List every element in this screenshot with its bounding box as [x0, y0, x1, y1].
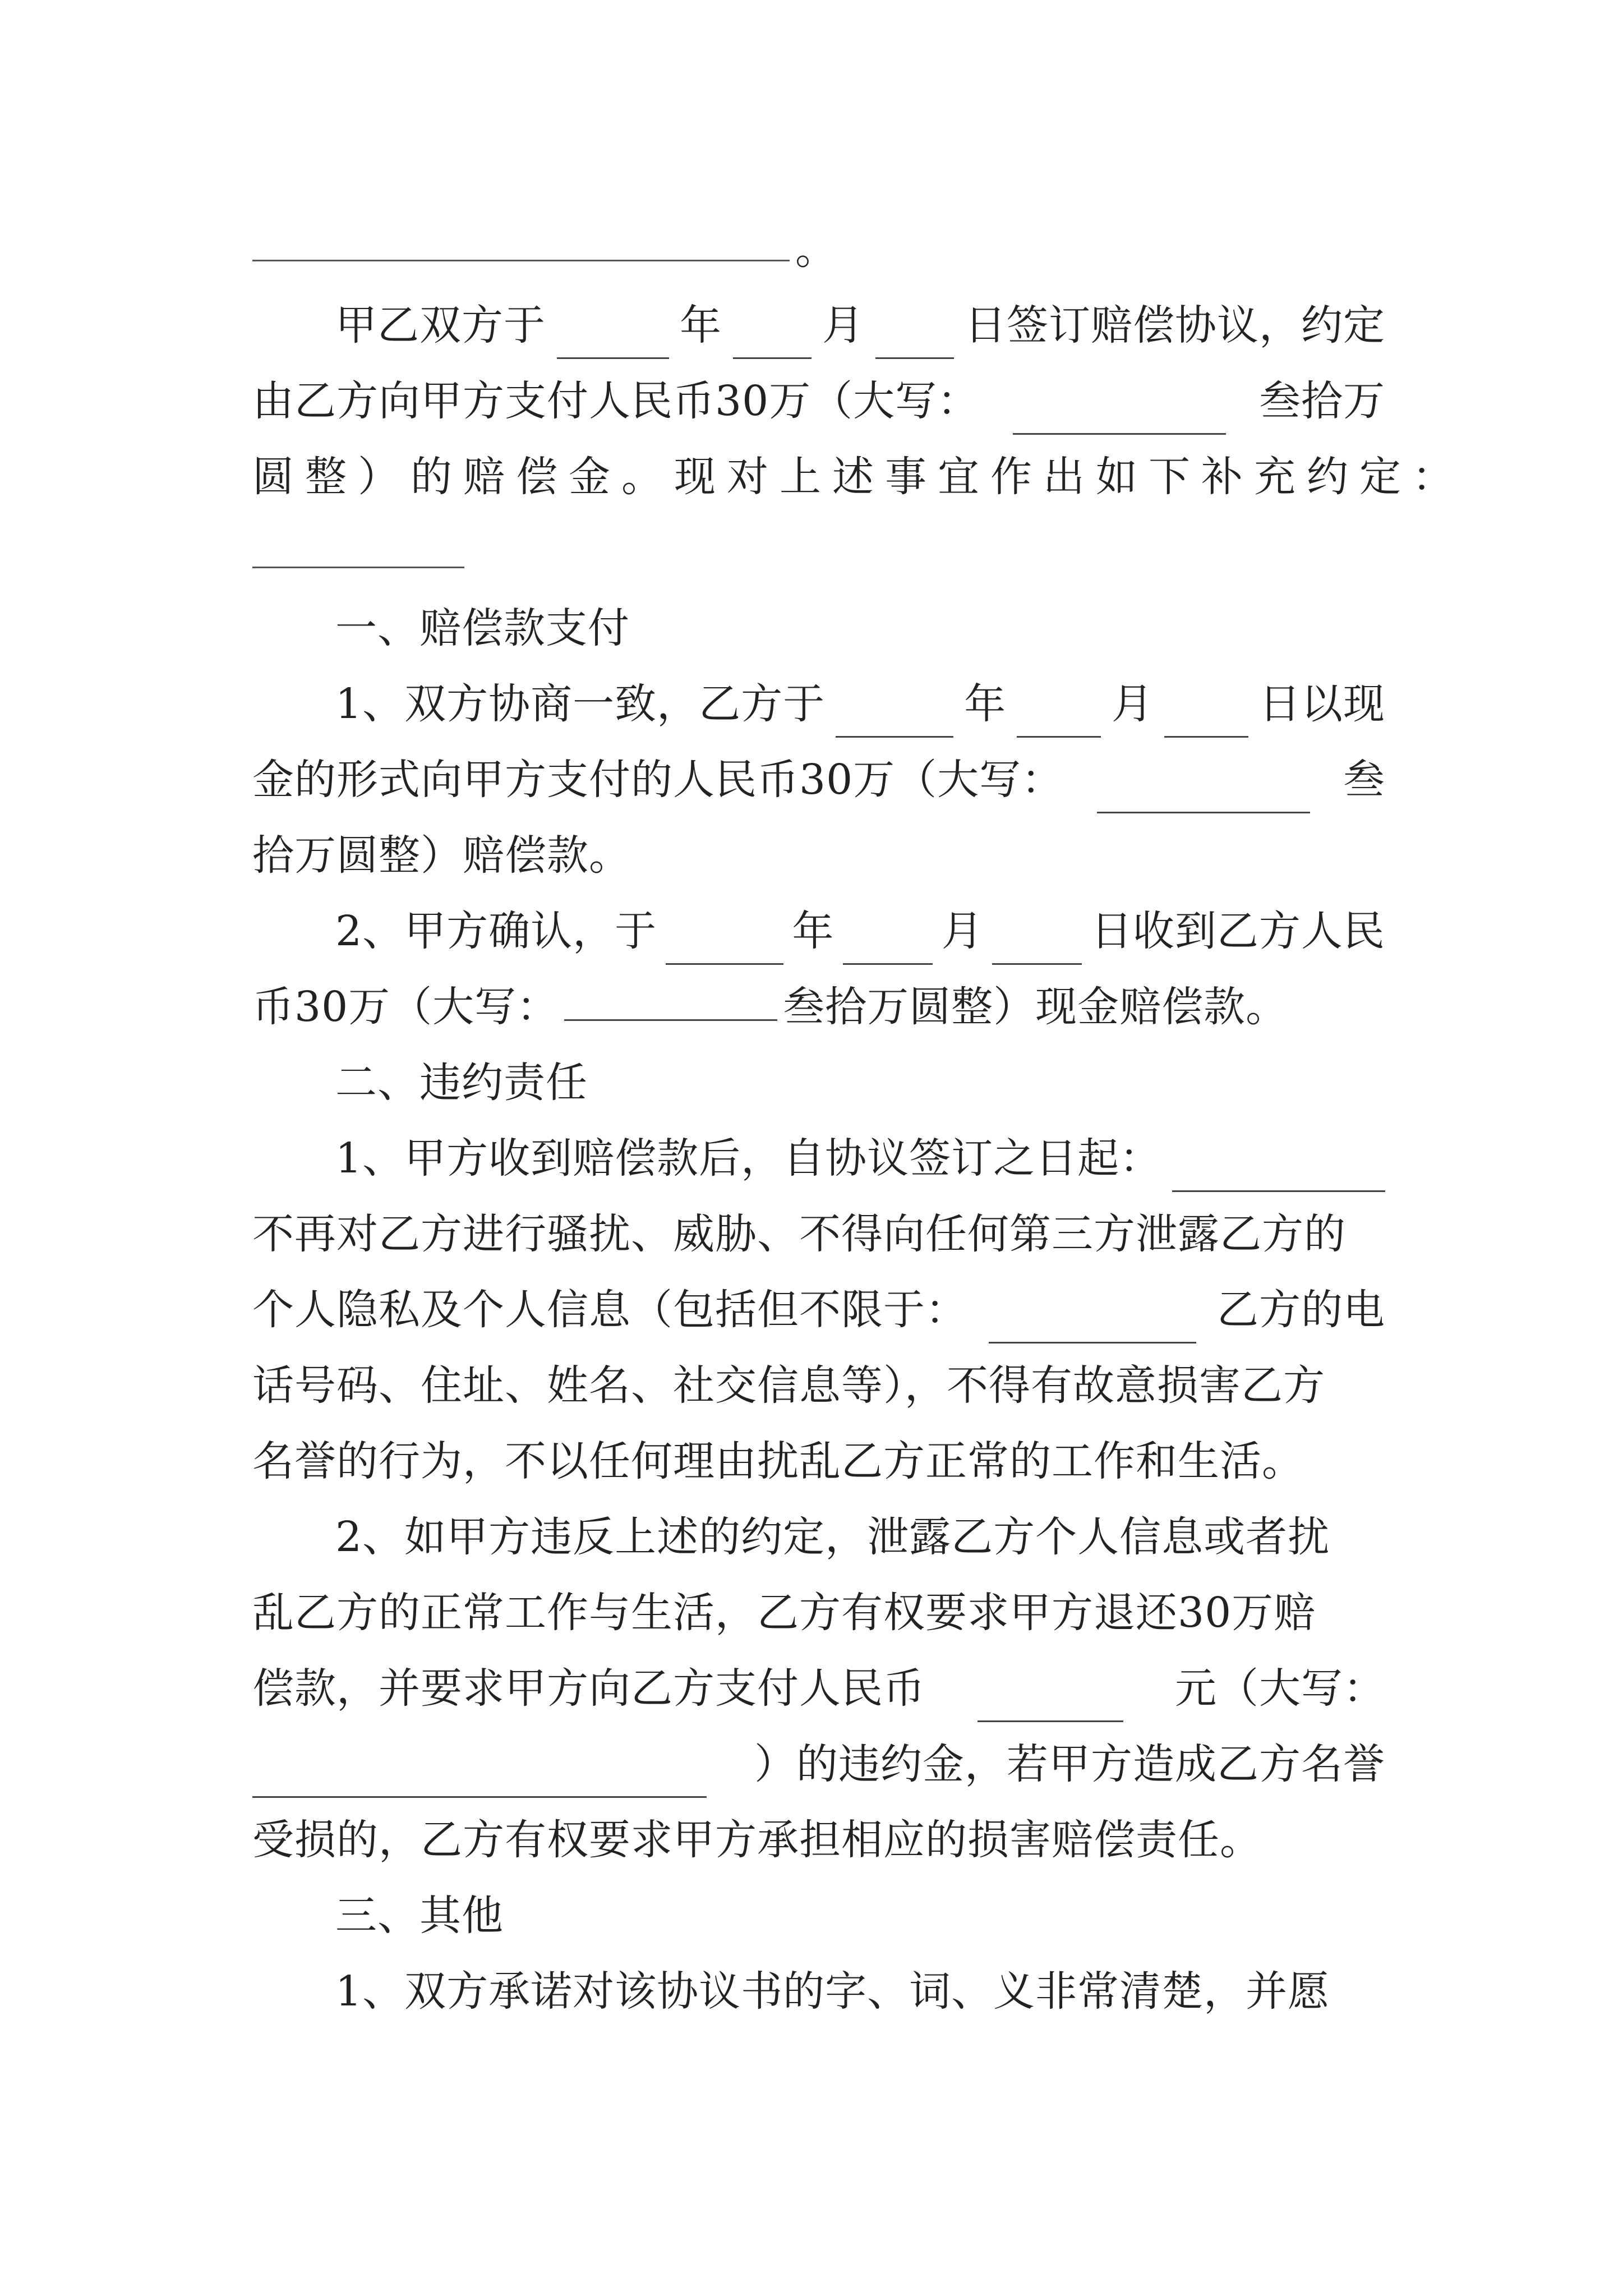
- text-run: 话号码、住址、姓名、社交信息等），不得有故意损害乙方: [252, 1361, 1325, 1410]
- paragraph-line: [335, 898, 1385, 965]
- text-run: 月: [941, 907, 984, 955]
- text-run: 2、如甲方违反上述的约定，泄露乙方个人信息或者扰: [335, 1513, 1330, 1561]
- blank-field: [843, 923, 933, 965]
- blank-field: [1017, 696, 1101, 738]
- paragraph-line: [252, 443, 1465, 510]
- paragraph-line: [252, 746, 1385, 813]
- period: 。: [795, 226, 837, 274]
- blank-field: [1172, 1150, 1385, 1192]
- heading-text: 二、违约责任: [335, 1059, 588, 1107]
- blank-field: [252, 1756, 707, 1798]
- blank-field: [733, 317, 811, 359]
- section-heading: [335, 1882, 1385, 1949]
- paragraph-line: [335, 292, 1385, 359]
- paragraph-line: [252, 1655, 1385, 1722]
- paragraph-line: [335, 670, 1385, 738]
- paragraph-line: [335, 1958, 1385, 2025]
- paragraph-line: [252, 1428, 1385, 1495]
- paragraph-line: [335, 1125, 1385, 1192]
- paragraph-line: [252, 1276, 1385, 1343]
- heading-text: 三、其他: [335, 1892, 504, 1940]
- text-run: 年: [792, 907, 834, 955]
- text-run: 月: [1112, 680, 1154, 728]
- text-run: 年: [964, 680, 1007, 728]
- blank-field: [989, 1301, 1196, 1343]
- paragraph-line: [252, 1731, 1385, 1798]
- text-run: 金的形式向甲方支付的人民币30万（大写：: [252, 756, 1064, 804]
- blank-field: [992, 923, 1082, 965]
- blank-field: [557, 317, 669, 359]
- blank-field: [1164, 696, 1248, 738]
- blank-line: [252, 567, 464, 568]
- blank-field: [875, 317, 954, 359]
- text-run: 2、甲方确认，于: [335, 907, 657, 955]
- blank-line: [252, 260, 790, 261]
- text-run: 圆整）的赔偿金。现对上述事宜作出如下补充约定：: [252, 453, 1465, 501]
- text-run: 拾万圆整）赔偿款。: [252, 831, 631, 880]
- text-run: 个人隐私及个人信息（包括但不限于：: [252, 1286, 967, 1334]
- blank-field: [564, 979, 777, 1021]
- text-run: 乙方的电: [1217, 1286, 1385, 1334]
- text-run: 由乙方向甲方支付人民币30万（大写：: [252, 377, 980, 425]
- text-run: 名誉的行为，不以任何理由扰乱乙方正常的工作和生活。: [252, 1437, 1304, 1485]
- text-run: 1、双方协商一致，乙方于: [335, 680, 826, 728]
- blank-field: [1097, 771, 1310, 813]
- paragraph-line: [252, 1352, 1385, 1419]
- text-run: 甲乙双方于: [335, 301, 546, 349]
- blank-field: [978, 1680, 1123, 1722]
- paragraph-line: [252, 1579, 1385, 1646]
- text-run: 月: [822, 301, 864, 349]
- paragraph-line: [252, 1806, 1385, 1874]
- paragraph-line: [335, 1503, 1385, 1571]
- blank-field: [666, 923, 783, 965]
- text-run: 元（大写：: [1175, 1664, 1385, 1713]
- text-run: ）的违约金，若甲方造成乙方名誉: [754, 1740, 1385, 1788]
- text-run: 叁拾万圆整）现金赔偿款。: [783, 983, 1288, 1031]
- text-run: 叁: [1343, 756, 1385, 804]
- heading-text: 一、赔偿款支付: [335, 604, 630, 652]
- paragraph-line: [252, 973, 1385, 1041]
- text-run: 不再对乙方进行骚扰、威胁、不得向任何第三方泄露乙方的: [252, 1210, 1346, 1258]
- text-run: 乱乙方的正常工作与生活，乙方有权要求甲方退还30万赔: [252, 1589, 1316, 1637]
- text-run: 1、甲方收到赔偿款后，自协议签订之日起：: [335, 1134, 1162, 1182]
- paragraph-line: [252, 367, 1385, 435]
- text-run: 1、双方承诺对该协议书的字、词、义非常清楚，并愿: [335, 1967, 1330, 2016]
- section-heading: [335, 595, 1385, 662]
- text-run: 币30万（大写：: [252, 983, 559, 1031]
- paragraph-line: [252, 1200, 1385, 1268]
- text-run: 年: [680, 301, 722, 349]
- text-run: 受损的，乙方有权要求甲方承担相应的损害赔偿责任。: [252, 1816, 1262, 1864]
- text-run: 偿款，并要求甲方向乙方支付人民币: [252, 1664, 925, 1713]
- text-run: 日签订赔偿协议，约定: [965, 301, 1385, 349]
- text-run: 叁拾万: [1258, 377, 1385, 425]
- blank-field: [1013, 393, 1226, 435]
- text-run: 日以现: [1259, 680, 1385, 728]
- paragraph-line: [252, 822, 1385, 889]
- text-run: 日收到乙方人民: [1090, 907, 1385, 955]
- section-heading: [335, 1049, 1385, 1116]
- blank-field: [836, 696, 953, 738]
- text-line: [795, 216, 840, 283]
